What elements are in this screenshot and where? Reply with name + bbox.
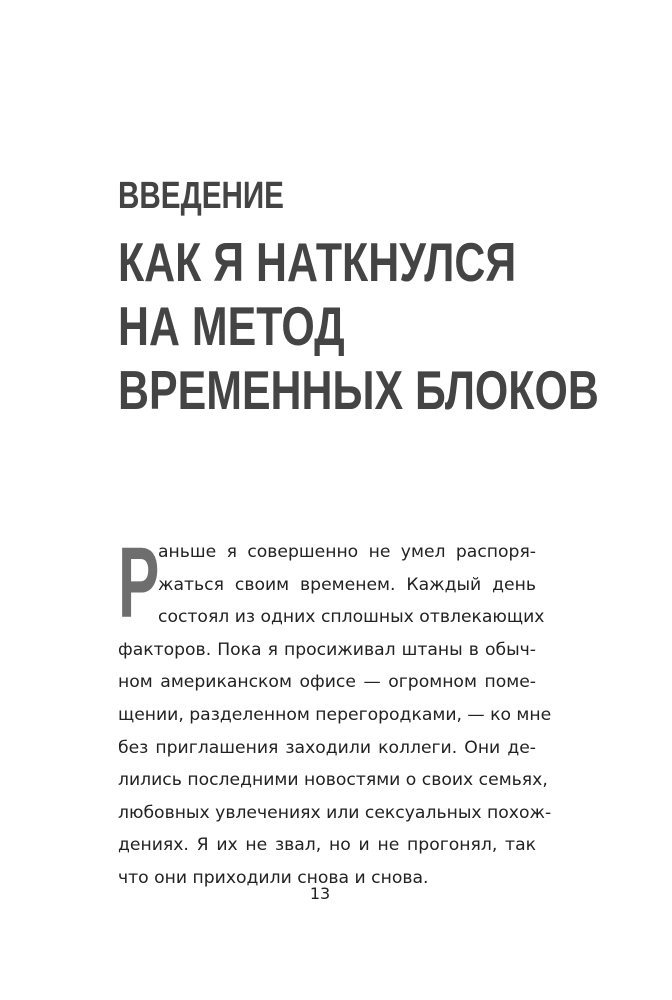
body-paragraph: [118, 527, 552, 895]
paragraph-line: аньше я совершенно не умел распоря-: [158, 542, 536, 562]
paragraph-line: ном американском офисе — огромном поме-: [118, 672, 536, 693]
chapter-title-line: КАК Я НАТКНУЛСЯ: [118, 231, 517, 293]
paragraph-line: лились последними новостями о своих семьях,: [118, 770, 548, 791]
chapter-title-line: НА МЕТОД: [118, 295, 345, 357]
paragraph-line: без приглашения заходили коллеги. Они де-: [118, 737, 536, 758]
paragraph-line: щении, разделенном перегородками, — ко мне: [118, 704, 552, 725]
chapter-title-line: ВРЕМЕННЫХ БЛОКОВ: [118, 359, 599, 421]
paragraph-line: жаться своим временем. Каждый день: [158, 574, 536, 595]
paragraph-line: любовных увлечениях или сексуальных похож-: [118, 802, 552, 823]
paragraph-line: состоял из одних сплошных отвлекающих: [158, 607, 545, 628]
paragraph-line: что они приходили снова и снова.: [118, 867, 429, 888]
chapter-label: ВВЕДЕНИЕ: [118, 175, 284, 217]
chapter-title: [118, 230, 599, 422]
drop-cap-letter: Р: [118, 527, 160, 639]
paragraph-line: факторов. Пока я просиживал штаны в обыч-: [118, 639, 536, 660]
paragraph-line: дениях. Я их не звал, но и не прогонял, так: [118, 835, 536, 856]
page-number: 13: [309, 884, 331, 903]
